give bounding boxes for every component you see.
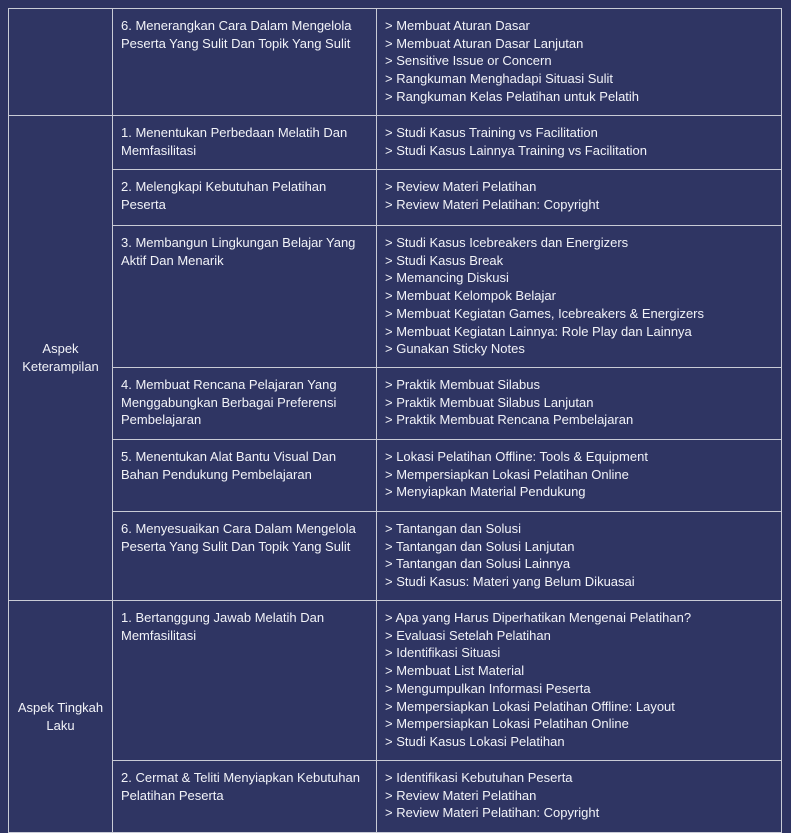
- material-item: > Tantangan dan Solusi Lainnya: [385, 556, 571, 572]
- section-label-cell: [9, 9, 113, 116]
- material-item: > Praktik Membuat Rencana Pembelajaran: [385, 412, 634, 428]
- material-item: > Rangkuman Menghadapi Situasi Sulit: [385, 71, 614, 87]
- table-row: [9, 368, 782, 440]
- table-row: [9, 116, 782, 170]
- table-row: [9, 226, 782, 368]
- competency-text: 1. Bertanggung Jawab Melatih Dan Memfasilitasi: [121, 610, 325, 643]
- competency-cell: [113, 368, 377, 440]
- material-item: > Membuat Aturan Dasar: [385, 18, 530, 33]
- competency-text: 4. Membuat Rencana Pelajaran Yang Menggabungkan Berbagai Preferensi Pembelajaran: [121, 377, 337, 428]
- material-item: > Evaluasi Setelah Pelatihan: [385, 627, 551, 643]
- table-row: [9, 761, 782, 833]
- competency-text: 6. Menerangkan Cara Dalam Mengelola Peserta Yang Sulit Dan Topik Yang Sulit: [121, 18, 352, 51]
- competency-text: 1. Menentukan Perbedaan Melatih Dan Memfasilitasi: [121, 125, 348, 158]
- competency-text: 5. Menentukan Alat Bantu Visual Dan Bahan Pendukung Pembelajaran: [121, 449, 337, 482]
- material-item: > Gunakan Sticky Notes: [385, 341, 525, 357]
- competency-text: 6. Menyesuaikan Cara Dalam Mengelola Peserta Yang Sulit Dan Topik Yang Sulit: [121, 521, 356, 554]
- section-title: Aspek Tingkah Laku: [17, 699, 104, 733]
- table-row: [9, 440, 782, 512]
- materials-cell: [377, 368, 782, 440]
- competency-cell: [113, 761, 377, 833]
- competency-cell: [113, 226, 377, 368]
- materials-cell: [377, 512, 782, 601]
- materials-cell: [377, 601, 782, 761]
- material-item: > Mempersiapkan Lokasi Pelatihan Offline: Layout: [385, 698, 675, 714]
- competency-cell: [113, 170, 377, 226]
- section-title: Aspek Keterampilan: [22, 341, 99, 374]
- material-item: > Review Materi Pelatihan: [385, 179, 537, 194]
- material-item: > Mempersiapkan Lokasi Pelatihan Online: [385, 466, 629, 482]
- competency-text: 3. Membangun Lingkungan Belajar Yang Aktif Dan Menarik: [121, 235, 356, 268]
- material-item: > Mengumpulkan Informasi Peserta: [385, 680, 591, 696]
- material-item: > Lokasi Pelatihan Offline: Tools & Equipment: [385, 449, 648, 464]
- material-item: > Membuat List Material: [385, 663, 525, 679]
- competency-text: 2. Cermat & Teliti Menyiapkan Kebutuhan Pelatihan Peserta: [121, 770, 360, 803]
- material-item: > Membuat Kegiatan Lainnya: Role Play dan Lainnya: [385, 323, 692, 339]
- competency-cell: [113, 116, 377, 170]
- competency-cell: [113, 9, 377, 116]
- material-item: > Apa yang Harus Diperhatikan Mengenai Pelatihan?: [385, 610, 692, 625]
- material-item: > Praktik Membuat Silabus: [385, 377, 540, 392]
- curriculum-table: [8, 8, 782, 833]
- competency-cell: [113, 601, 377, 761]
- competency-cell: [113, 440, 377, 512]
- materials-cell: [377, 170, 782, 226]
- material-item: > Identifikasi Kebutuhan Peserta: [385, 770, 573, 785]
- materials-cell: [377, 761, 782, 833]
- material-item: > Studi Kasus: Materi yang Belum Dikuasai: [385, 574, 635, 590]
- material-item: > Membuat Kelompok Belajar: [385, 288, 556, 304]
- materials-cell: [377, 116, 782, 170]
- material-item: > Studi Kasus Break: [385, 252, 504, 268]
- material-item: > Membuat Kegiatan Games, Icebreakers & Energizers: [385, 305, 705, 321]
- table-row: [9, 170, 782, 226]
- material-item: > Studi Kasus Lainnya Training vs Facilitation: [385, 142, 647, 158]
- table-row: [9, 601, 782, 761]
- material-item: > Sensitive Issue or Concern: [385, 53, 552, 69]
- material-item: > Studi Kasus Lokasi Pelatihan: [385, 733, 565, 749]
- section-label-cell: [9, 116, 113, 601]
- material-item: > Review Materi Pelatihan: Copyright: [385, 805, 600, 821]
- competency-cell: [113, 512, 377, 601]
- material-item: > Praktik Membuat Silabus Lanjutan: [385, 394, 594, 410]
- materials-cell: [377, 226, 782, 368]
- material-item: > Tantangan dan Solusi: [385, 521, 522, 536]
- material-item: > Tantangan dan Solusi Lanjutan: [385, 538, 575, 554]
- material-item: > Mempersiapkan Lokasi Pelatihan Online: [385, 716, 629, 732]
- material-item: > Studi Kasus Icebreakers dan Energizers: [385, 235, 629, 250]
- material-item: > Review Materi Pelatihan: [385, 787, 537, 803]
- material-item: > Menyiapkan Material Pendukung: [385, 484, 586, 500]
- material-item: > Studi Kasus Training vs Facilitation: [385, 125, 598, 140]
- curriculum-table-body: [9, 9, 782, 833]
- materials-cell: [377, 9, 782, 116]
- materials-cell: [377, 440, 782, 512]
- material-item: > Memancing Diskusi: [385, 270, 509, 286]
- table-row: [9, 512, 782, 601]
- table-row: [9, 9, 782, 116]
- material-item: > Review Materi Pelatihan: Copyright: [385, 196, 600, 212]
- competency-text: 2. Melengkapi Kebutuhan Pelatihan Peserta: [121, 179, 327, 212]
- material-item: > Identifikasi Situasi: [385, 645, 501, 661]
- material-item: > Rangkuman Kelas Pelatihan untuk Pelatih: [385, 88, 640, 104]
- section-label-cell: [9, 601, 113, 833]
- material-item: > Membuat Aturan Dasar Lanjutan: [385, 35, 584, 51]
